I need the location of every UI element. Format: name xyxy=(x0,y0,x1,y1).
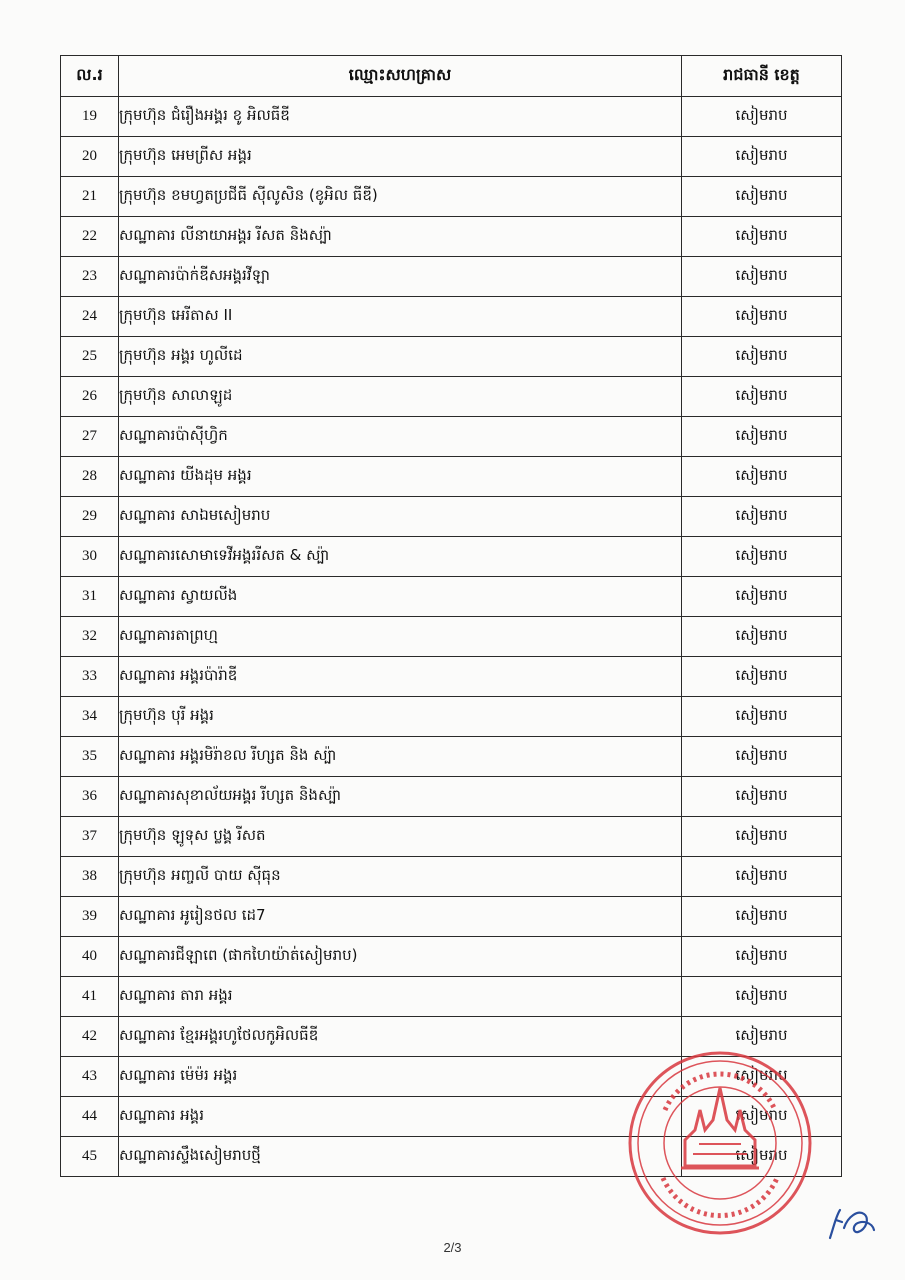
enterprise-name: ក្រុមហ៊ុន ជំរឿងអង្គរ ខូ អិលធីឌី xyxy=(119,97,682,137)
row-number: 39 xyxy=(61,897,119,937)
province-name: សៀមរាប xyxy=(682,97,842,137)
table-row xyxy=(61,537,842,577)
province-name: សៀមរាប xyxy=(682,257,842,297)
table-row xyxy=(61,417,842,457)
row-number: 40 xyxy=(61,937,119,977)
enterprise-name: សណ្ឋាគារ អូរៀនថល ដេ7 xyxy=(119,897,682,937)
row-number: 23 xyxy=(61,257,119,297)
table-body xyxy=(61,97,842,1177)
enterprise-name: ក្រុមហ៊ុន ឡូទុស ប្លង្គ រីសត xyxy=(119,817,682,857)
province-name: សៀមរាប xyxy=(682,1057,842,1097)
enterprise-name: សណ្ឋាគារតាព្រហ្ម xyxy=(119,617,682,657)
table-row xyxy=(61,377,842,417)
row-number: 32 xyxy=(61,617,119,657)
table-row xyxy=(61,657,842,697)
enterprise-name: សណ្ឋាគារ សាឯមសៀមរាប xyxy=(119,497,682,537)
province-name: សៀមរាប xyxy=(682,617,842,657)
province-name: សៀមរាប xyxy=(682,857,842,897)
temple-seal-icon xyxy=(625,1048,815,1238)
province-name: សៀមរាប xyxy=(682,817,842,857)
table-row xyxy=(61,617,842,657)
table-row xyxy=(61,97,842,137)
header-province: រាជធានី ខេត្ត xyxy=(682,56,842,97)
province-name: សៀមរាប xyxy=(682,217,842,257)
row-number: 24 xyxy=(61,297,119,337)
row-number: 31 xyxy=(61,577,119,617)
table-row xyxy=(61,337,842,377)
table-row xyxy=(61,497,842,537)
row-number: 25 xyxy=(61,337,119,377)
row-number: 44 xyxy=(61,1097,119,1137)
province-name: សៀមរាប xyxy=(682,417,842,457)
enterprise-name: សណ្ឋាគារ អង្គរ xyxy=(119,1097,682,1137)
row-number: 35 xyxy=(61,737,119,777)
province-name: សៀមរាប xyxy=(682,937,842,977)
header-number: ល.រ xyxy=(61,56,119,97)
page-number: 2/3 xyxy=(443,1240,462,1255)
province-name: សៀមរាប xyxy=(682,377,842,417)
table-row xyxy=(61,977,842,1017)
row-number: 20 xyxy=(61,137,119,177)
row-number: 26 xyxy=(61,377,119,417)
row-number: 43 xyxy=(61,1057,119,1097)
table-row xyxy=(61,257,842,297)
row-number: 34 xyxy=(61,697,119,737)
province-name: សៀមរាប xyxy=(682,577,842,617)
table-row xyxy=(61,217,842,257)
enterprise-name: សណ្ឋាគារ ម៉េម៉រ អង្គរ xyxy=(119,1057,682,1097)
province-name: សៀមរាប xyxy=(682,297,842,337)
enterprise-name: សណ្ឋាគារសុខាល័យអង្គរ រីហ្សត និងស្ប៉ា xyxy=(119,777,682,817)
province-name: សៀមរាប xyxy=(682,337,842,377)
enterprise-name: ក្រុមហ៊ុន បុរី អង្គរ xyxy=(119,697,682,737)
enterprise-name: សណ្ឋាគារ តារា អង្គរ xyxy=(119,977,682,1017)
province-name: សៀមរាប xyxy=(682,1097,842,1137)
row-number: 30 xyxy=(61,537,119,577)
enterprise-name: ក្រុមហ៊ុន សាលាឡូដ xyxy=(119,377,682,417)
table-row xyxy=(61,457,842,497)
table-row xyxy=(61,857,842,897)
province-name: សៀមរាប xyxy=(682,777,842,817)
enterprise-name: សណ្ឋាគារប៉ាស៊ីហ្វិក xyxy=(119,417,682,457)
table-row xyxy=(61,697,842,737)
table-row xyxy=(61,577,842,617)
enterprise-name: សណ្ឋាគារស្ទឹងសៀមរាបថ្មី xyxy=(119,1137,682,1177)
row-number: 45 xyxy=(61,1137,119,1177)
row-number: 41 xyxy=(61,977,119,1017)
row-number: 27 xyxy=(61,417,119,457)
province-name: សៀមរាប xyxy=(682,1017,842,1057)
province-name: សៀមរាប xyxy=(682,1137,842,1177)
table-header-row xyxy=(61,56,842,97)
table-row xyxy=(61,137,842,177)
row-number: 38 xyxy=(61,857,119,897)
province-name: សៀមរាប xyxy=(682,737,842,777)
row-number: 19 xyxy=(61,97,119,137)
enterprise-name: សណ្ឋាគារជីឡាពេ (ផាកហៃយ៉ាត់សៀមរាប) xyxy=(119,937,682,977)
row-number: 22 xyxy=(61,217,119,257)
row-number: 36 xyxy=(61,777,119,817)
enterprise-table xyxy=(60,55,842,1177)
province-name: សៀមរាប xyxy=(682,497,842,537)
row-number: 33 xyxy=(61,657,119,697)
province-name: សៀមរាប xyxy=(682,977,842,1017)
province-name: សៀមរាប xyxy=(682,537,842,577)
province-name: សៀមរាប xyxy=(682,697,842,737)
enterprise-name: សណ្ឋាគារ អង្គរមិរ៉ាខល រីហ្សត និង ស្ប៉ា xyxy=(119,737,682,777)
enterprise-name: ក្រុមហ៊ុន ខមហ្វតប្រជីធី ស៊ីលូសិន (ខូអិល ធីឌី) xyxy=(119,177,682,217)
table-row xyxy=(61,937,842,977)
enterprise-name: ក្រុមហ៊ុន អង្គរ ហូលីដេ xyxy=(119,337,682,377)
header-name: ឈ្មោះសហគ្រាស xyxy=(119,56,682,97)
row-number: 28 xyxy=(61,457,119,497)
province-name: សៀមរាប xyxy=(682,457,842,497)
province-name: សៀមរាប xyxy=(682,137,842,177)
province-name: សៀមរាប xyxy=(682,177,842,217)
table-row xyxy=(61,177,842,217)
enterprise-name: សណ្ឋាគារ ស្វាយលីង xyxy=(119,577,682,617)
enterprise-name: សណ្ឋាគារប៉ាក់ឌីសអង្គរវីឡា xyxy=(119,257,682,297)
enterprise-name: ក្រុមហ៊ុន អេរីតាស II xyxy=(119,297,682,337)
enterprise-name: សណ្ឋាគារ ខ្មែរអង្គរហូថែលកូអិលធីឌី xyxy=(119,1017,682,1057)
table-row xyxy=(61,897,842,937)
table-row xyxy=(61,297,842,337)
enterprise-name: សណ្ឋាគារ លីនាយាអង្គរ រីសត និងស្ប៉ា xyxy=(119,217,682,257)
row-number: 42 xyxy=(61,1017,119,1057)
enterprise-name: សណ្ឋាគារសោមាទេវីអង្គររីសត & ស្ប៉ា xyxy=(119,537,682,577)
enterprise-name: ក្រុមហ៊ុន អេមព្រីស អង្គរ xyxy=(119,137,682,177)
table-row xyxy=(61,777,842,817)
row-number: 21 xyxy=(61,177,119,217)
table-row xyxy=(61,737,842,777)
province-name: សៀមរាប xyxy=(682,657,842,697)
enterprise-name: សណ្ឋាគារ អង្គរប៉ារ៉ាឌី xyxy=(119,657,682,697)
province-name: សៀមរាប xyxy=(682,897,842,937)
row-number: 37 xyxy=(61,817,119,857)
row-number: 29 xyxy=(61,497,119,537)
table-row xyxy=(61,817,842,857)
enterprise-name: សណ្ឋាគារ យីងដុម អង្គរ xyxy=(119,457,682,497)
enterprise-name: ក្រុមហ៊ុន អញ្ចលី បាយ ស៊ីធុន xyxy=(119,857,682,897)
